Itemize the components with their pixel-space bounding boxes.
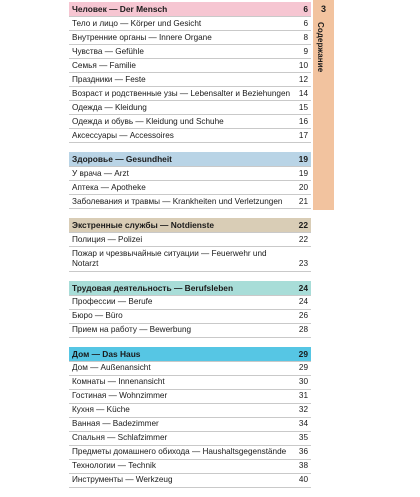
toc-entry[interactable] <box>69 45 311 59</box>
entry-page: 29 <box>298 363 308 372</box>
toc-entry[interactable] <box>69 16 311 31</box>
section-title: Дом — Das Haus <box>72 348 141 359</box>
entry-page: 30 <box>298 377 308 386</box>
toc-entry[interactable] <box>69 31 311 45</box>
entry-title: Заболевания и травмы — Krankheiten und Verletzungen <box>72 196 283 206</box>
entry-page: 21 <box>298 196 308 206</box>
toc-entry[interactable] <box>69 361 311 376</box>
entry-title: Спальня — Schlafzimmer <box>72 433 168 442</box>
side-tab-label: Содержание <box>316 22 325 73</box>
toc-entry[interactable] <box>69 310 311 324</box>
entry-page: 20 <box>298 182 308 192</box>
toc-entry[interactable] <box>69 247 311 272</box>
table-of-contents <box>69 0 311 497</box>
toc-entry[interactable] <box>69 432 311 446</box>
entry-title: Полиция — Polizei <box>72 234 143 244</box>
entry-title: Инструменты — Werkzeug <box>72 475 173 484</box>
entry-page: 36 <box>298 447 308 456</box>
toc-entry[interactable] <box>69 59 311 73</box>
entry-page: 22 <box>298 234 308 244</box>
entry-title: Чувства — Gefühle <box>72 46 144 56</box>
section-page: 22 <box>298 220 308 230</box>
toc-entry[interactable] <box>69 101 311 115</box>
toc-section <box>69 2 311 143</box>
toc-entry[interactable] <box>69 73 311 87</box>
entry-title: Бюро — Büro <box>72 311 123 320</box>
toc-section <box>69 347 311 488</box>
toc-entry[interactable] <box>69 446 311 460</box>
toc-entry[interactable] <box>69 232 311 247</box>
entry-page: 19 <box>298 168 308 178</box>
toc-entry[interactable] <box>69 166 311 181</box>
entry-title: Аптека — Apotheke <box>72 182 146 192</box>
entry-title: Предметы домашнего обихода — Haushaltsgegenstände <box>72 447 287 456</box>
section-page: 6 <box>303 4 308 14</box>
entry-page: 15 <box>298 102 308 112</box>
toc-entry[interactable] <box>69 376 311 390</box>
toc-entry[interactable] <box>69 115 311 129</box>
toc-entry[interactable] <box>69 295 311 310</box>
toc-entry[interactable] <box>69 181 311 195</box>
toc-section <box>69 152 311 209</box>
section-title: Трудовая деятельность — Berufsleben <box>72 282 234 293</box>
section-page: 19 <box>298 154 308 164</box>
entry-title: У врача — Arzt <box>72 168 129 178</box>
toc-section <box>69 218 311 272</box>
entry-page: 17 <box>298 130 308 140</box>
entry-title: Одежда и обувь — Kleidung und Schuhe <box>72 116 224 126</box>
entry-page: 12 <box>298 74 308 84</box>
entry-title: Дом — Außenansicht <box>72 363 151 372</box>
entry-title: Ванная — Badezimmer <box>72 419 159 428</box>
toc-entry[interactable] <box>69 460 311 474</box>
section-page: 29 <box>298 348 308 359</box>
entry-page: 8 <box>303 32 308 42</box>
section-heading[interactable] <box>69 347 311 361</box>
entry-title: Кухня — Küche <box>72 405 130 414</box>
section-title: Экстренные службы — Notdienste <box>72 220 215 230</box>
section-title: Человек — Der Mensch <box>72 4 168 14</box>
entry-title: Пожар и чрезвычайные ситуации — Feuerwehr und Notarzt <box>72 248 267 268</box>
entry-title: Профессии — Berufe <box>72 297 153 306</box>
entry-title: Технологии — Technik <box>72 461 156 470</box>
section-heading[interactable] <box>69 218 311 232</box>
entry-page: 34 <box>298 419 308 428</box>
entry-page: 6 <box>303 18 308 28</box>
section-heading[interactable] <box>69 152 311 166</box>
entry-page: 38 <box>298 461 308 470</box>
entry-page: 14 <box>298 88 308 98</box>
entry-title: Семья — Familie <box>72 60 136 70</box>
contents-side-tab <box>313 0 334 210</box>
entry-page: 40 <box>298 475 308 484</box>
toc-entry[interactable] <box>69 195 311 209</box>
entry-title: Праздники — Feste <box>72 74 146 84</box>
section-title: Здоровье — Gesundheit <box>72 154 172 164</box>
toc-entry[interactable] <box>69 390 311 404</box>
entry-page: 28 <box>298 325 308 334</box>
entry-title: Внутренние органы — Innere Organe <box>72 32 212 42</box>
section-page: 24 <box>298 282 308 293</box>
toc-entry[interactable] <box>69 129 311 143</box>
entry-title: Возраст и родственные узы — Lebensalter и Beziehungen <box>72 88 291 98</box>
entry-title: Гостиная — Wohnzimmer <box>72 391 168 400</box>
entry-page: 35 <box>298 433 308 442</box>
entry-page: 26 <box>298 311 308 320</box>
entry-title: Комнаты — Innenansicht <box>72 377 165 386</box>
entry-title: Тело и лицо — Körper und Gesicht <box>72 18 202 28</box>
toc-entry[interactable] <box>69 87 311 101</box>
entry-page: 31 <box>298 391 308 400</box>
entry-page: 16 <box>298 116 308 126</box>
toc-entry[interactable] <box>69 404 311 418</box>
entry-page: 23 <box>298 259 308 268</box>
entry-title: Прием на работу — Bewerbung <box>72 325 192 334</box>
toc-entry[interactable] <box>69 324 311 338</box>
page-number: 3 <box>320 4 326 14</box>
entry-page: 10 <box>298 60 308 70</box>
entry-title: Одежда — Kleidung <box>72 102 147 112</box>
section-heading[interactable] <box>69 2 311 16</box>
entry-page: 24 <box>298 297 308 306</box>
entry-title: Аксессуары — Accessoires <box>72 130 174 140</box>
toc-section <box>69 281 311 338</box>
entry-page: 9 <box>303 46 308 56</box>
section-heading[interactable] <box>69 281 311 295</box>
toc-entry[interactable] <box>69 474 311 488</box>
entry-page: 32 <box>298 405 308 414</box>
